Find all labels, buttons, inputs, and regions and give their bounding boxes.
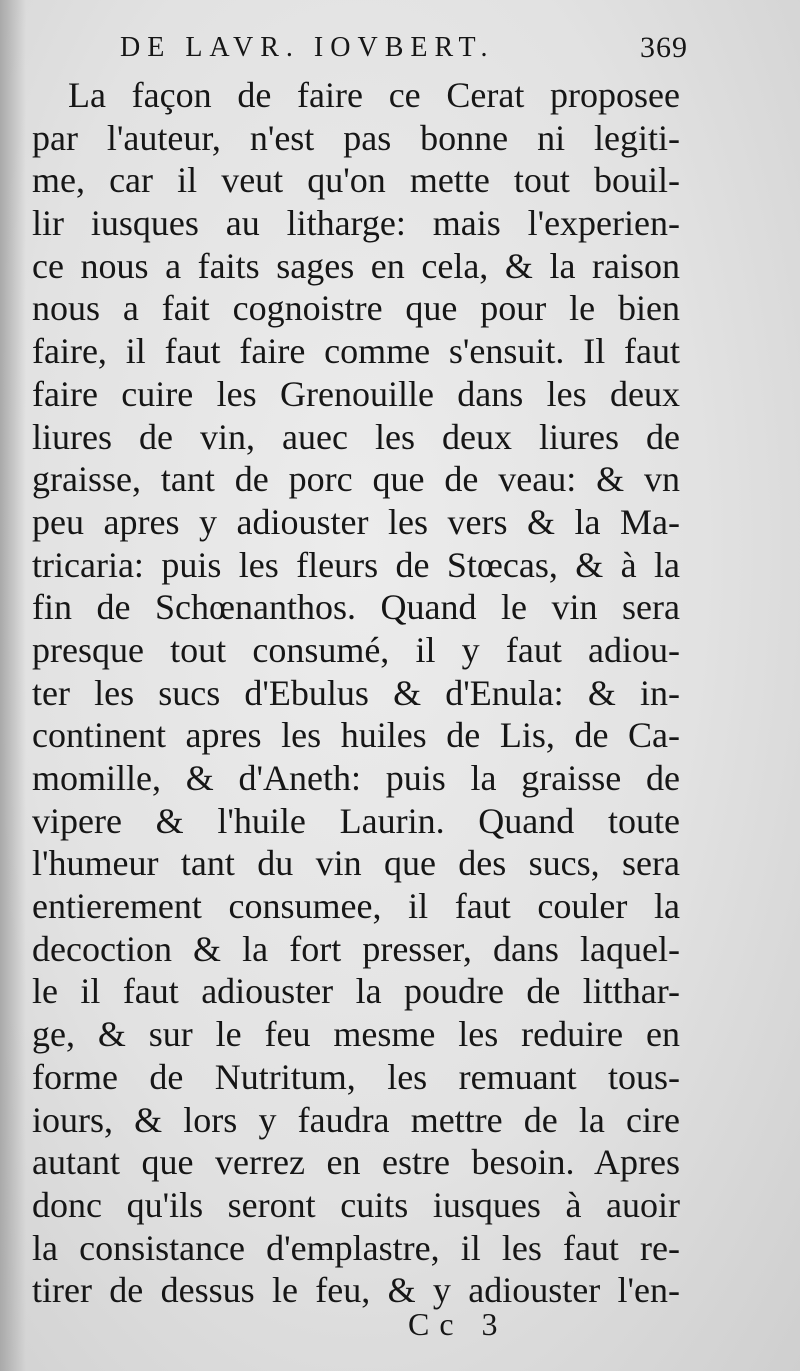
text-line: tirer de dessus le feu, & y adiouster l'en- [32, 1270, 680, 1311]
text-line: continent apres les huiles de Lis, de Ca- [32, 715, 680, 756]
text-line: faire cuire les Grenouille dans les deux [32, 373, 680, 414]
text-line: la consistance d'emplastre, il les faut re- [32, 1227, 680, 1268]
page-number: 369 [640, 31, 688, 64]
text-line: me, car il veut qu'on mette tout bouil- [32, 160, 680, 201]
text-line: tricaria: puis les fleurs de Stœcas, & à la [32, 544, 680, 585]
text-line: La façon de faire ce Cerat proposee [68, 75, 680, 115]
text-line: liures de vin, auec les deux liures de [32, 416, 680, 457]
text-line: ter les sucs d'Ebulus & d'Enula: & in- [32, 672, 680, 713]
text-line: par l'auteur, n'est pas bonne ni legiti- [32, 117, 680, 158]
text-line: entierement consumee, il faut couler la [32, 886, 680, 927]
text-line: donc qu'ils seront cuits iusques à auoir [32, 1184, 680, 1225]
text-line: le il faut adiouster la poudre de litthar- [32, 971, 680, 1012]
running-head [0, 26, 800, 70]
text-line: fin de Schœnanthos. Quand le vin sera [32, 587, 680, 628]
text-line: autant que verrez en estre besoin. Apres [32, 1142, 680, 1183]
text-line: iours, & lors y faudra mettre de la cire [32, 1099, 680, 1140]
text-line: l'humeur tant du vin que des sucs, sera [32, 843, 680, 884]
text-line: nous a fait cognoistre que pour le bien [32, 288, 680, 329]
running-head-title: DE LAVR. IOVBERT. [120, 32, 495, 63]
text-line: vipere & l'huile Laurin. Quand toute [32, 800, 680, 841]
text-line: decoction & la fort presser, dans laquel- [32, 928, 680, 969]
text-line: ce nous a faits sages en cela, & la raison [32, 245, 680, 286]
body-text [32, 74, 680, 1312]
text-line: lir iusques au litharge: mais l'experien- [32, 203, 680, 244]
text-line: forme de Nutritum, les remuant tous- [32, 1056, 680, 1097]
text-line: presque tout consumé, il y faut adiou- [32, 629, 680, 670]
text-line: ge, & sur le feu mesme les reduire en [32, 1014, 680, 1055]
text-line: faire, il faut faire comme s'ensuit. Il faut [32, 331, 680, 372]
signature-mark: Cc 3 [408, 1306, 508, 1342]
text-line: graisse, tant de porc que de veau: & vn [32, 459, 680, 500]
text-line: peu apres y adiouster les vers & la Ma- [32, 501, 680, 542]
text-line: momille, & d'Aneth: puis la graisse de [32, 758, 680, 798]
